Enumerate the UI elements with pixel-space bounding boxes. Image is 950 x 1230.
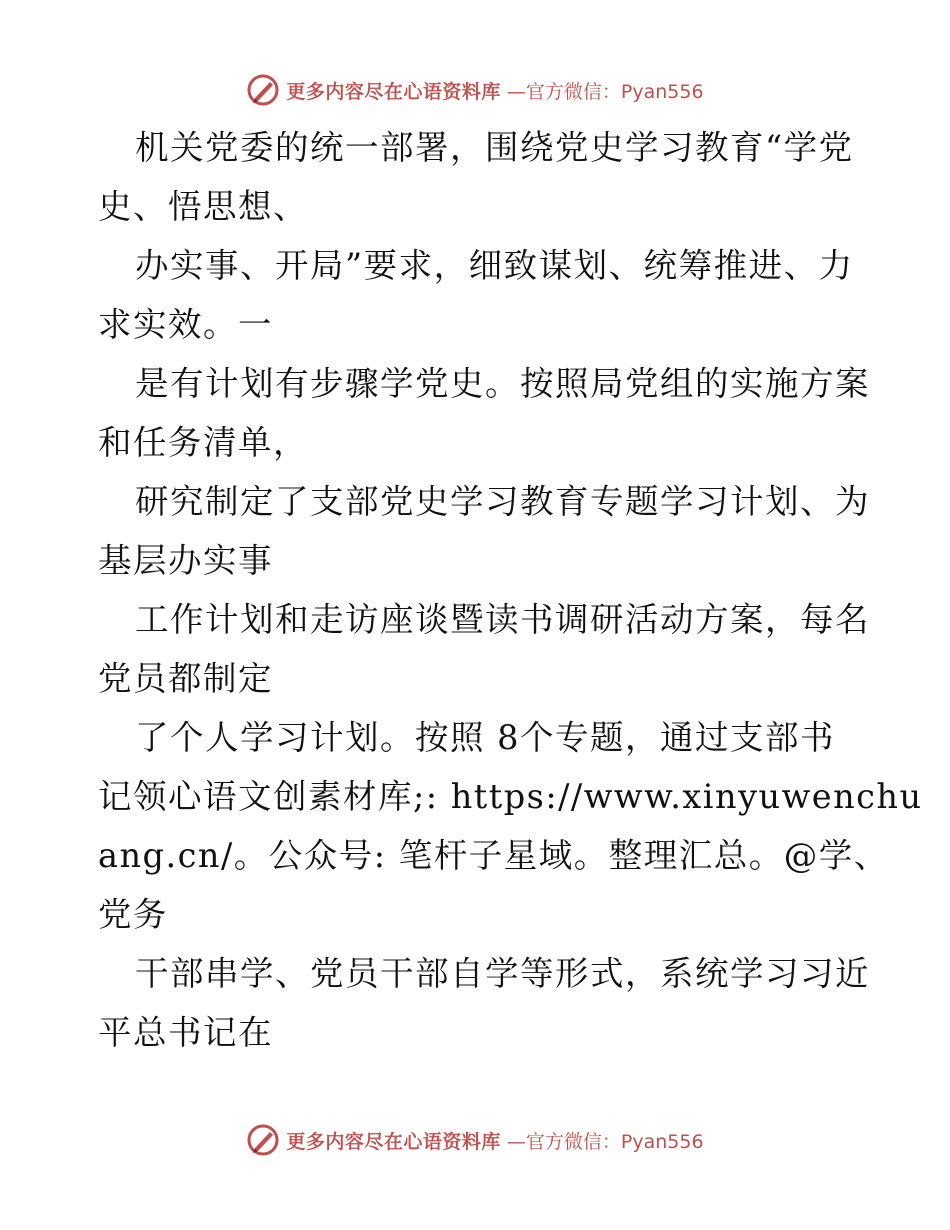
header-watermark — [0, 70, 950, 110]
text-line: 党务 — [98, 895, 168, 934]
watermark-contact: —官方微信：Pyan556 — [506, 80, 704, 103]
text-line: 工作计划和走访座谈暨读书调研活动方案，每名 — [135, 600, 870, 639]
text-line: ang.cn/。公众号: 笔杆子星域。整理汇总。@学、 — [98, 836, 889, 875]
watermark-brand: 更多内容尽在心语资料库 — [286, 1130, 501, 1153]
watermark-brand: 更多内容尽在心语资料库 — [286, 80, 501, 103]
text-line: 办实事、开局”要求，细致谋划、统筹推进、力 — [135, 246, 854, 285]
pen-circle-logo-icon — [246, 73, 280, 107]
text-line: 机关党委的统一部署，围绕党史学习教育“学党 — [135, 128, 854, 167]
document-body — [98, 118, 923, 1062]
text-line: 基层办实事 — [98, 541, 273, 580]
text-line: 求实效。一 — [98, 305, 273, 344]
text-line: 记领心语文创素材库;: https://www.xinyuwenchu — [98, 777, 923, 816]
text-line: 是有计划有步骤学党史。按照局党组的实施方案 — [135, 364, 870, 403]
watermark-contact: —官方微信：Pyan556 — [506, 1130, 704, 1153]
footer-watermark — [0, 1120, 950, 1160]
text-line: 和任务清单， — [98, 423, 308, 462]
text-line: 研究制定了支部党史学习教育专题学习计划、为 — [135, 482, 870, 521]
text-line: 党员都制定 — [98, 659, 273, 698]
text-line: 干部串学、党员干部自学等形式，系统学习习近 — [135, 954, 870, 993]
text-line: 了个人学习计划。按照 8个专题，通过支部书 — [135, 718, 835, 757]
text-line: 史、悟思想、 — [98, 187, 308, 226]
pen-circle-logo-icon — [246, 1123, 280, 1157]
text-line: 平总书记在 — [98, 1013, 273, 1052]
